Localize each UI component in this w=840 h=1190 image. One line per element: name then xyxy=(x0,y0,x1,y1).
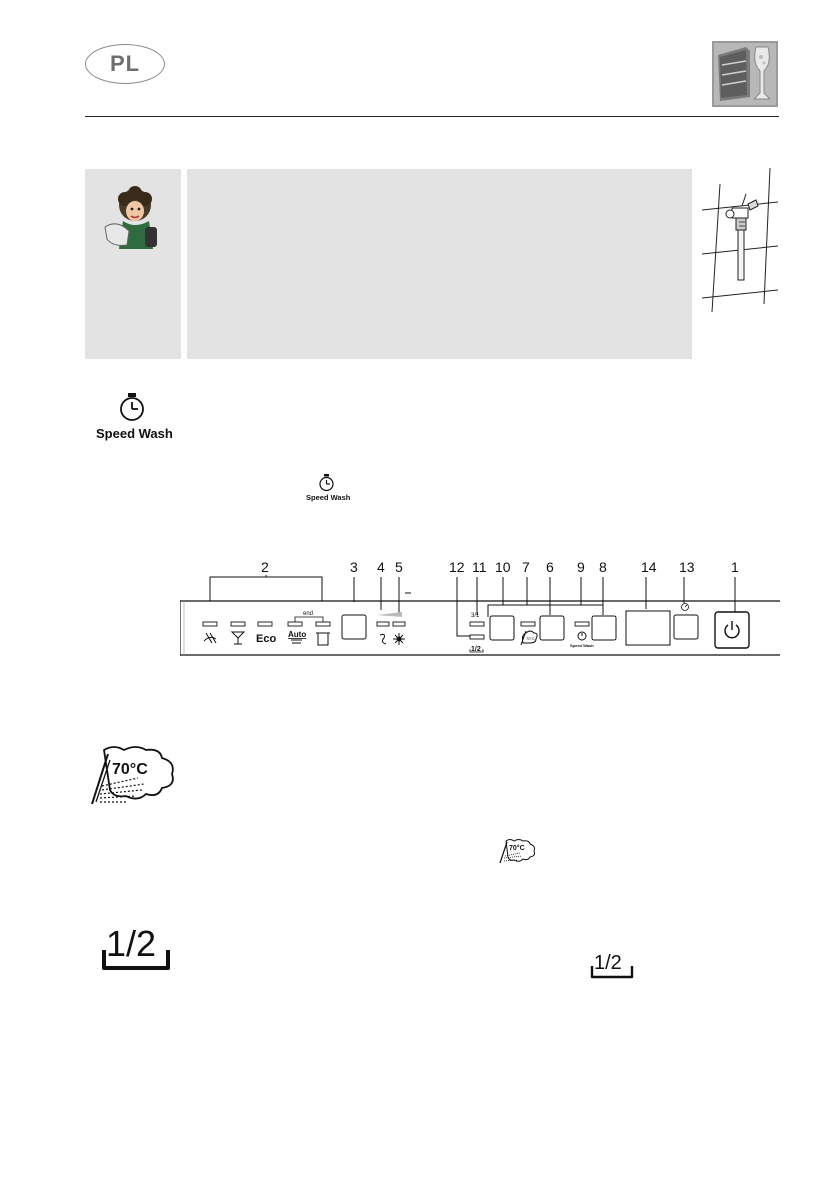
speed-wash-label: Speed Wash xyxy=(96,426,173,441)
temp-inline-label: 70°C xyxy=(509,845,525,852)
temp-small-label: 70°C xyxy=(526,636,535,641)
header-rule xyxy=(85,116,779,117)
auto-label: Auto xyxy=(288,630,307,639)
control-panel-diagram xyxy=(180,555,780,660)
speed-wash-icon xyxy=(94,392,178,444)
callout-12: 12 xyxy=(449,559,465,575)
note-text-panel xyxy=(187,169,692,359)
speed-wash-small-label: Speed Wash xyxy=(570,643,594,648)
callout-11: 11 xyxy=(472,559,487,575)
water-tap-illustration xyxy=(698,164,782,312)
half-load-large-label: 1/2 xyxy=(106,923,157,964)
end-label: end xyxy=(303,611,314,617)
mascot-woman-icon xyxy=(99,185,169,255)
dishwasher-logo xyxy=(712,41,778,107)
callout-5: 5 xyxy=(395,559,403,575)
seventy-degree-inline-icon xyxy=(496,838,538,864)
three-in-one-label: 3/1 xyxy=(471,613,480,619)
eco-label: Eco xyxy=(256,633,277,645)
callout-10: 10 xyxy=(495,559,511,575)
seventy-degree-icon xyxy=(80,744,184,808)
callout-4: 4 xyxy=(377,559,385,575)
half-load-small-label: 1/2 xyxy=(471,646,481,653)
half-load-inline-icon xyxy=(590,948,634,980)
callout-3: 3 xyxy=(350,559,358,575)
callout-2: 2 xyxy=(261,559,269,575)
callout-9: 9 xyxy=(577,559,585,575)
half-load-inline-label: 1/2 xyxy=(594,952,622,974)
callout-7: 7 xyxy=(522,559,530,575)
callout-1: 1 xyxy=(731,559,739,575)
note-icon-panel xyxy=(85,169,181,359)
speed-wash-inline-label: Speed Wash xyxy=(306,493,351,502)
half-load-icon xyxy=(100,920,172,972)
speed-wash-inline-icon xyxy=(304,474,360,506)
callout-8: 8 xyxy=(599,559,607,575)
callout-6: 6 xyxy=(546,559,554,575)
callout-13: 13 xyxy=(679,559,695,575)
language-badge: PL xyxy=(85,44,165,84)
temp-large-label: 70°C xyxy=(112,761,148,778)
callout-14: 14 xyxy=(641,559,657,575)
